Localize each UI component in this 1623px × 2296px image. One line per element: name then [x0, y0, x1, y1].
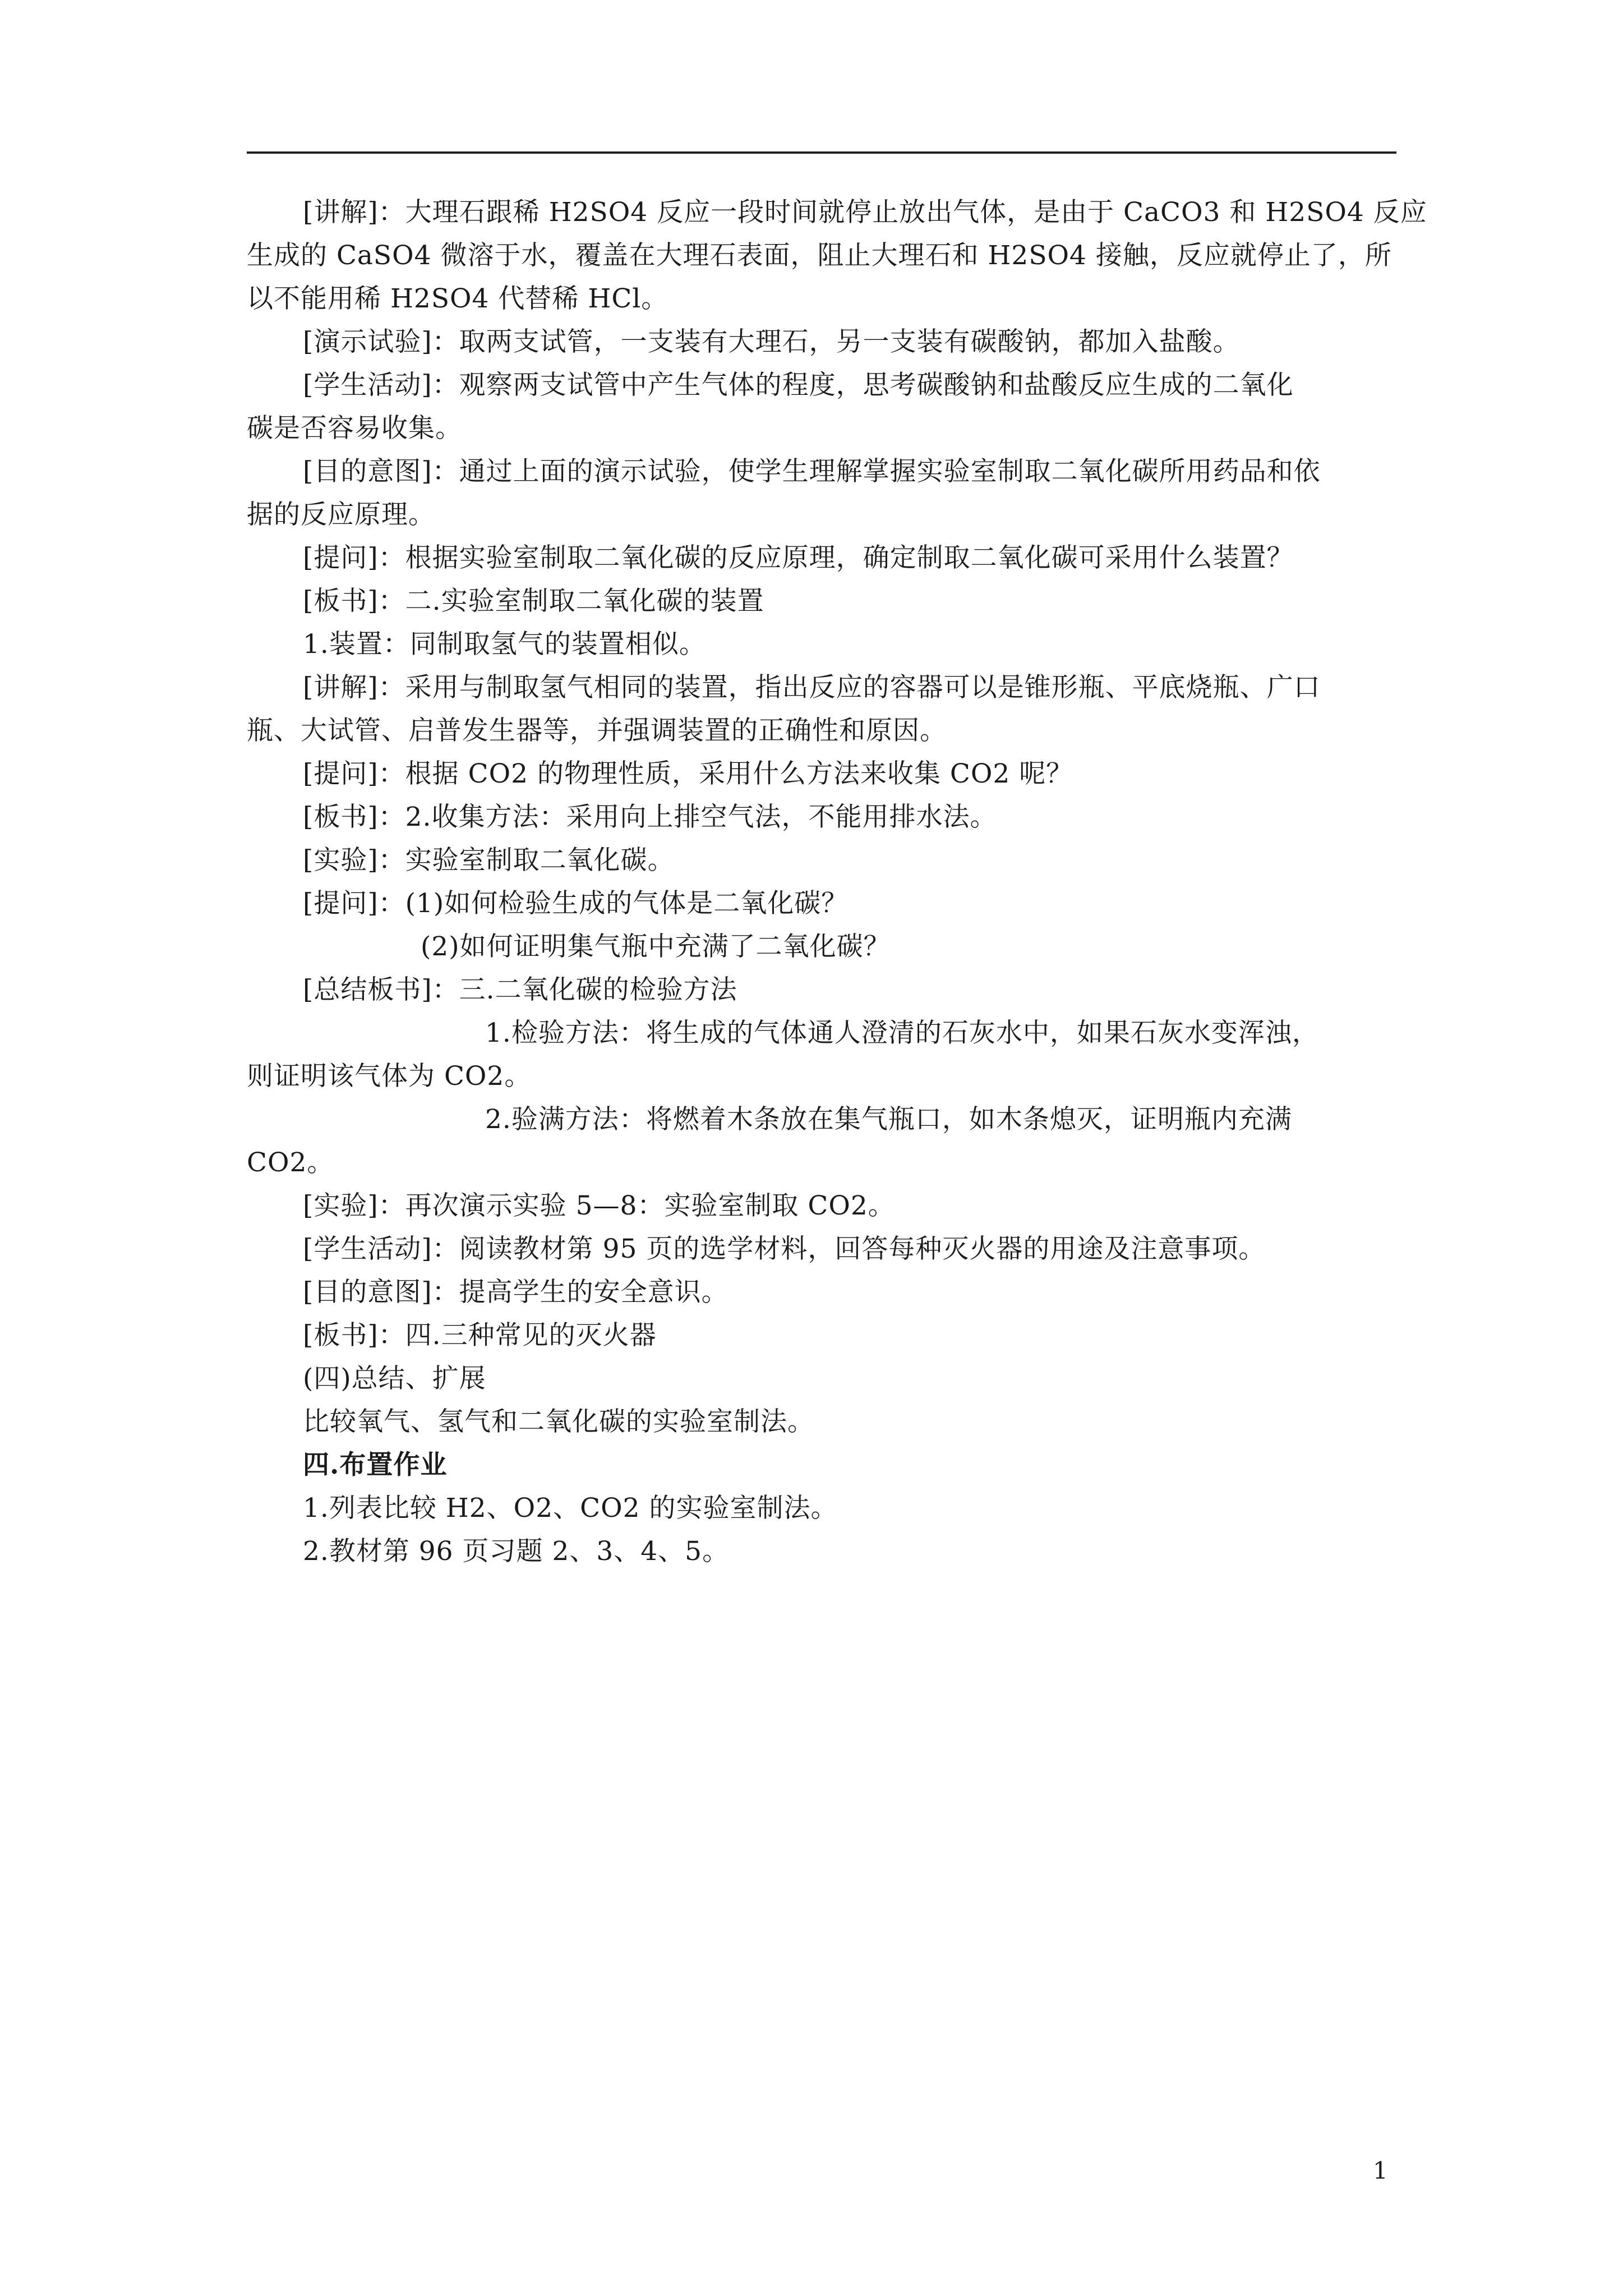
text-line: [实验]：再次演示实验 5—8：实验室制取 CO2。: [303, 1190, 895, 1221]
text-line: [演示试验]：取两支试管，一支装有大理石，另一支装有碳酸钠，都加入盐酸。: [303, 326, 1240, 357]
text-line: [讲解]：大理石跟稀 H2SO4 反应一段时间就停止放出气体，是由于 CaCO3 和 H2SO4 反应: [303, 197, 1427, 228]
text-line: [板书]：2.收集方法：采用向上排空气法，不能用排水法。: [303, 802, 997, 832]
text-line: [板书]：四.三种常见的灭火器: [303, 1320, 657, 1351]
text-line: [学生活动]：观察两支试管中产生气体的程度，思考碳酸钠和盐酸反应生成的二氧化: [303, 370, 1294, 401]
text-line: CO2。: [247, 1147, 334, 1178]
text-line: (2)如何证明集气瓶中充满了二氧化碳？: [421, 931, 891, 962]
text-line: 1.装置：同制取氢气的装置相似。: [303, 629, 706, 660]
text-line: 则证明该气体为 CO2。: [247, 1061, 532, 1092]
page-number: 1: [1373, 2157, 1388, 2184]
text-line: [提问]：根据实验室制取二氧化碳的反应原理，确定制取二氧化碳可采用什么装置？: [303, 542, 1294, 573]
text-line: [目的意图]：提高学生的安全意识。: [303, 1277, 728, 1308]
text-line: 2.教材第 96 页习题 2、3、4、5。: [303, 1536, 730, 1567]
header-rule: [247, 151, 1396, 154]
text-line: 生成的 CaSO4 微溶于水，覆盖在大理石表面，阻止大理石和 H2SO4 接触，反应就停止了，所: [247, 240, 1392, 271]
text-line: [目的意图]：通过上面的演示试验，使学生理解掌握实验室制取二氧化碳所用药品和依: [303, 456, 1321, 487]
text-line: 1.列表比较 H2、O2、CO2 的实验室制法。: [303, 1493, 838, 1524]
text-line: 2.验满方法：将燃着木条放在集气瓶口，如木条熄灭，证明瓶内充满: [485, 1104, 1292, 1135]
text-line: [总结板书]：三.二氧化碳的检验方法: [303, 974, 737, 1005]
text-line: 据的反应原理。: [247, 499, 435, 530]
text-line: 瓶、大试管、启普发生器等，并强调装置的正确性和原因。: [247, 715, 947, 746]
text-line: 以不能用稀 H2SO4 代替稀 HCl。: [247, 283, 668, 314]
text-line: 碳是否容易收集。: [247, 413, 462, 444]
text-line: [板书]：二.实验室制取二氧化碳的装置: [303, 586, 764, 616]
text-line: [实验]：实验室制取二氧化碳。: [303, 845, 675, 876]
text-line: [学生活动]：阅读教材第 95 页的选学材料，回答每种灭火器的用途及注意事项。: [303, 1234, 1266, 1264]
text-line: [提问]：(1)如何检验生成的气体是二氧化碳？: [303, 888, 849, 919]
text-line: (四)总结、扩展: [303, 1363, 486, 1394]
text-line: 1.检验方法：将生成的气体通人澄清的石灰水中，如果石灰水变浑浊，: [485, 1018, 1319, 1048]
document-body: [247, 191, 1427, 1573]
text-line: [提问]：根据 CO2 的物理性质，采用什么方法来收集 CO2 呢？: [303, 758, 1073, 789]
text-line: [讲解]：采用与制取氢气相同的装置，指出反应的容器可以是锥形瓶、平底烧瓶、广口: [303, 672, 1321, 703]
text-line: 比较氧气、氢气和二氧化碳的实验室制法。: [303, 1406, 814, 1437]
section-heading: 四.布置作业: [303, 1450, 448, 1480]
